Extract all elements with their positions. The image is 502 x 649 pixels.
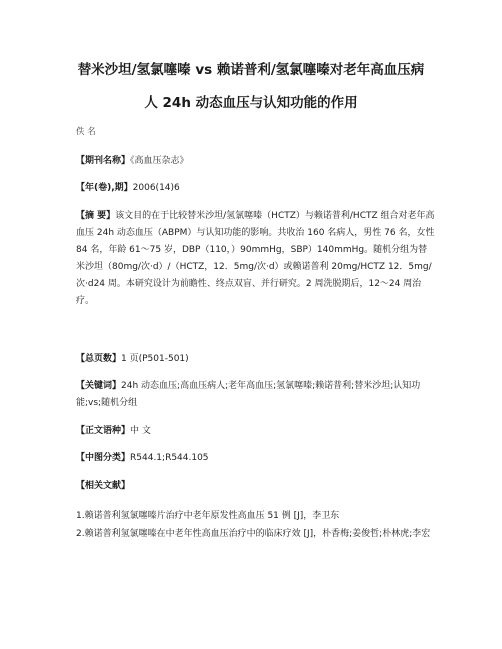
related-list xyxy=(76,509,436,545)
year-issue-value: 2006(14)6 xyxy=(132,183,180,193)
keywords-value: 24h 动态血压;高血压病人;老年高血压;氢氯噻嗪;赖诺普利;替米沙坦;认知功能;vs;随机分组 xyxy=(76,381,421,408)
year-issue-label: 【年(卷),期】 xyxy=(76,183,133,193)
journal-label: 【期刊名称】 xyxy=(76,156,131,166)
document-title-line2: 人 24h 动态血压与认知功能的作用 xyxy=(144,95,358,111)
journal-value: 《高血压杂志》 xyxy=(130,156,189,166)
pages-label: 【总页数】 xyxy=(76,354,122,364)
journal-field xyxy=(76,153,436,170)
abstract-field xyxy=(76,208,436,310)
keywords-label: 【关键词】 xyxy=(76,381,122,391)
classification-value: R544.1;R544.105 xyxy=(130,453,209,463)
related-label: 【相关文献】 xyxy=(76,481,131,491)
related-heading xyxy=(76,478,436,495)
document-title-line1: 替米沙坦/氢氯噻嗪 vs 赖诺普利/氢氯噻嗪对老年高血压病 xyxy=(77,62,425,78)
language-value: 中 文 xyxy=(130,426,151,436)
pages-value: 1 页(P501-501) xyxy=(121,354,189,364)
list-item[interactable]: 2.赖诺普利氢氯噻嗪在中老年性高血压治疗中的临床疗效 [J]，朴香梅;姜俊哲;朴林虎;李宏 xyxy=(76,529,431,539)
list-item[interactable]: 1.赖诺普利氢氯噻嗪片治疗中老年原发性高血压 51 例 [J]，李卫东 xyxy=(76,511,340,521)
year-issue-field xyxy=(76,180,436,197)
abstract-label: 【摘 要】 xyxy=(76,211,116,221)
author: 佚 名 xyxy=(76,127,96,137)
language-label: 【正文语种】 xyxy=(76,426,131,436)
keywords-field xyxy=(76,378,436,412)
abstract-value: 该文目的在于比较替米沙坦/氢氯噻嗪（HCTZ）与赖诺普利/HCTZ 组合对老年高血压 24h 动态血压（ABPM）与认知功能的影响。共收治 160 名病人，男性 76 名，女性 84 名，年龄 61～75 岁，DBP（110，）90mmHg，SBP）140mmHg。随机分组为替米沙坦（80mg/次·d）/（HCTZ，12．5mg/次·d）或赖诺普利 20mg/HCTZ 12．5mg/次·d24 周。本研究设计为前瞻性、终点双盲、并行研究。2 周洗脱期后，12～24 周治疗。 xyxy=(76,211,435,306)
classification-field xyxy=(76,450,436,467)
pages-field xyxy=(76,351,436,368)
language-field xyxy=(76,423,436,440)
classification-label: 【中图分类】 xyxy=(76,453,131,463)
